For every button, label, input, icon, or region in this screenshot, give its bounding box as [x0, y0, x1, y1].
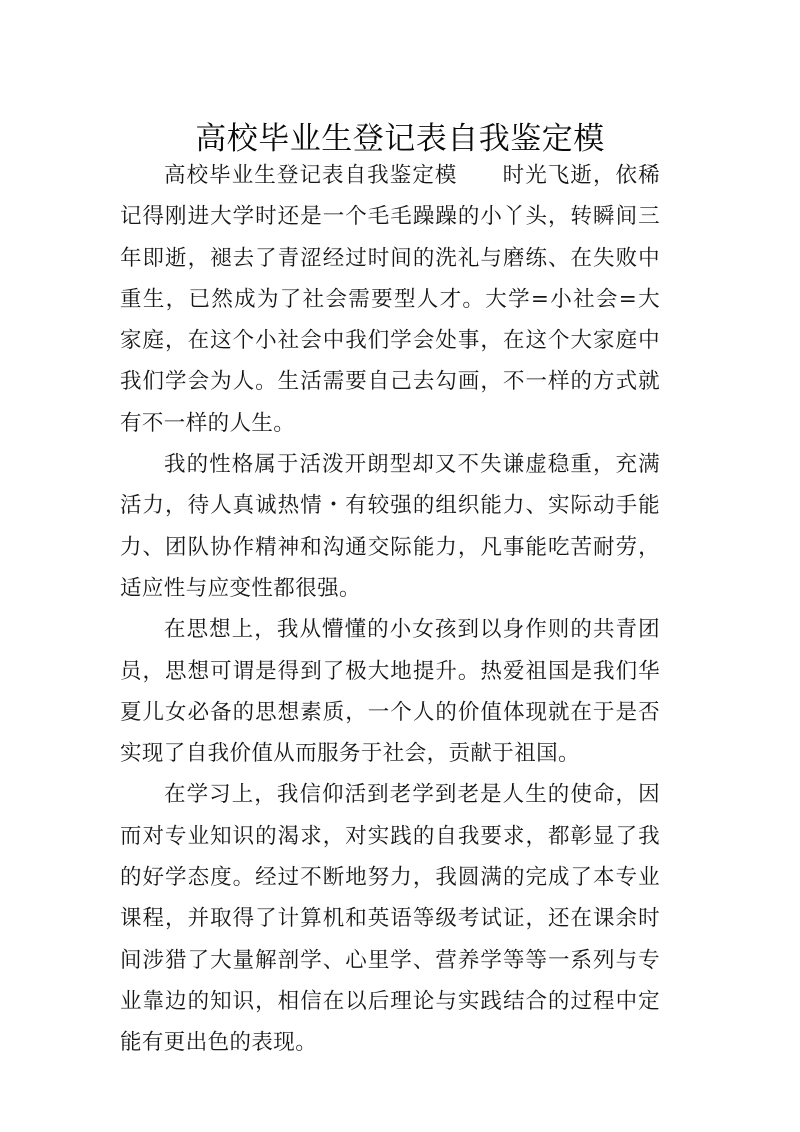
paragraph-personality: 我的性格属于活泼开朗型却又不失谦虚稳重，充满活力，待人真诚热情・有较强的组织能力、实际动手能力、团队协作精神和沟通交际能力，凡事能吃苦耐劳，适应性与应变性都很强。	[120, 452, 660, 601]
document-body	[120, 155, 660, 1064]
document-title: 高校毕业生登记表自我鉴定模	[195, 120, 605, 157]
paragraph-intro: 高校毕业生登记表自我鉴定模 时光飞逝，依稀记得刚进大学时还是一个毛毛躁躁的小丫头，转瞬间三年即逝，褪去了青涩经过时间的洗礼与磨练、在失败中重生，已然成为了社会需要型人才。大学=小社会=大家庭，在这个小社会中我们学会处事，在这个大家庭中我们学会为人。生活需要自己去勾画，不一样的方式就有不一样的人生。	[120, 163, 660, 436]
paragraph-ideology: 在思想上，我从懵懂的小女孩到以身作则的共青团员，思想可谓是得到了极大地提升。热爱祖国是我们华夏儿女必备的思想素质，一个人的价值体现就在于是否实现了自我价值从而服务于社会，贡献于祖国。	[120, 617, 660, 767]
paragraph-study: 在学习上，我信仰活到老学到老是人生的使命，因而对专业知识的渴求，对实践的自我要求，都彰显了我的好学态度。经过不断地努力，我圆满的完成了本专业课程，并取得了计算机和英语等级考试证，还在课余时间涉猎了大量解剖学、心里学、营养学等等一系列与专业靠边的知识，相信在以后理论与实践结合的过程中定能有更出色的表现。	[120, 782, 660, 1056]
